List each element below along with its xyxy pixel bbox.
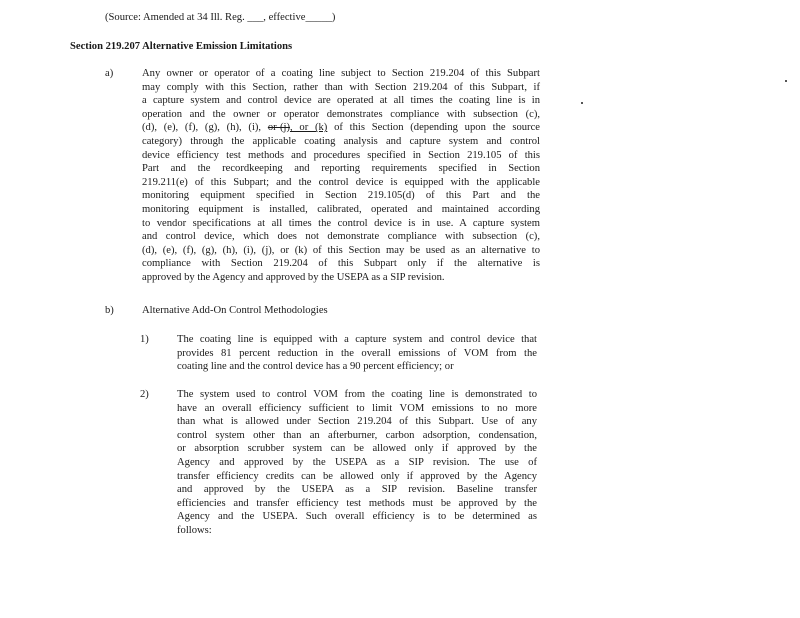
subsection-a-marker: a) xyxy=(105,68,114,79)
text-line: a capture system and control device are operated at all times the coating line is in xyxy=(142,95,540,107)
text-line: Any owner or operator of a coating line subject to Section 219.204 of this Subpart xyxy=(142,68,540,79)
text-line: efficiencies and transfer efficiency test methods must be approved by the xyxy=(177,497,537,509)
item-2-text xyxy=(177,388,537,538)
text-line: to vendor specifications at all times the control device is in use. A capture system xyxy=(142,217,540,229)
text-line: category) through the applicable coating analysis and capture system and control xyxy=(142,135,540,147)
item-1-marker: 1) xyxy=(140,334,149,345)
text-line: control system other than an afterburner, carbon adsorption, condensation, xyxy=(177,429,537,441)
text-line: have an overall efficiency sufficient to limit VOM emissions to no more xyxy=(177,402,537,414)
text-line: than what is allowed under Section 219.204 of this Subpart. Use of any xyxy=(177,416,537,428)
source-note: (Source: Amended at 34 Ill. Reg. ___, effective_____) xyxy=(105,12,336,23)
subsection-b-marker: b) xyxy=(105,305,114,316)
text-line: Agency and the USEPA. Such overall efficiency is to be determined as xyxy=(177,511,537,523)
text-line: coating line and the control device has a 90 percent efficiency; or xyxy=(177,361,454,373)
text-segment: (d), (e), (f), (g), (h), (i), xyxy=(142,122,268,134)
text-line: provides 81 percent reduction in the overall emissions of VOM from the xyxy=(177,347,537,359)
scan-speck xyxy=(581,102,583,104)
text-line: or absorption scrubber system can be allowed only if approved by the xyxy=(177,443,537,455)
text-line: and approved by the USEPA as a SIP revision. Baseline transfer xyxy=(177,484,537,496)
text-line: monitoring equipment specified in Section 219.105(d) of this Part and the xyxy=(142,190,540,202)
text-line: approved by the Agency and approved by the USEPA as a SIP revision. xyxy=(142,271,445,283)
text-segment: of this Section (depending upon the source xyxy=(327,122,540,134)
text-line: may comply with this Section, rather than with Section 219.204 of this Subpart, if xyxy=(142,81,540,93)
text-line-with-amendment xyxy=(142,121,540,135)
inserted-text: , or (k) xyxy=(289,122,328,134)
text-line: 219.211(e) of this Subpart; and the control device is equipped with the applicable xyxy=(142,176,540,188)
text-line: monitoring equipment is installed, calibrated, operated and maintained according xyxy=(142,203,540,215)
text-line: The coating line is equipped with a capture system and control device that xyxy=(177,334,537,345)
item-2-marker: 2) xyxy=(140,389,149,400)
text-line: (d), (e), (f), (g), (h), (i), (j), or (k) of this Section may be used as an alternative to xyxy=(142,244,540,256)
struck-text: or-(j) xyxy=(267,122,290,134)
text-line: The system used to control VOM from the coating line is demonstrated to xyxy=(177,389,537,400)
text-line: Alternative Add-On Control Methodologies xyxy=(142,305,328,316)
text-line: operation and the owner or operator demonstrates compliance with subsection (c), xyxy=(142,108,540,120)
scan-speck xyxy=(785,80,787,82)
item-1-text xyxy=(177,333,537,374)
text-line: compliance with Section 219.204 of this Subpart only if the alternative is xyxy=(142,258,540,270)
text-line: transfer efficiency credits can be allowed only if approved by the Agency xyxy=(177,470,537,482)
section-heading: Section 219.207 Alternative Emission Limitations xyxy=(70,41,293,52)
text-line: device efficiency test methods and procedures specified in Section 219.105 of this xyxy=(142,149,540,161)
text-line: and control device, which does not demonstrate compliance with subsection (c), xyxy=(142,231,540,243)
subsection-a-text xyxy=(142,67,540,285)
text-line: Agency and approved by the USEPA as a SIP revision. The use of xyxy=(177,456,537,468)
text-line: follows: xyxy=(177,524,212,536)
text-line: Part and the recordkeeping and reporting requirements specified in Section xyxy=(142,163,540,175)
subsection-b-title xyxy=(142,304,540,318)
